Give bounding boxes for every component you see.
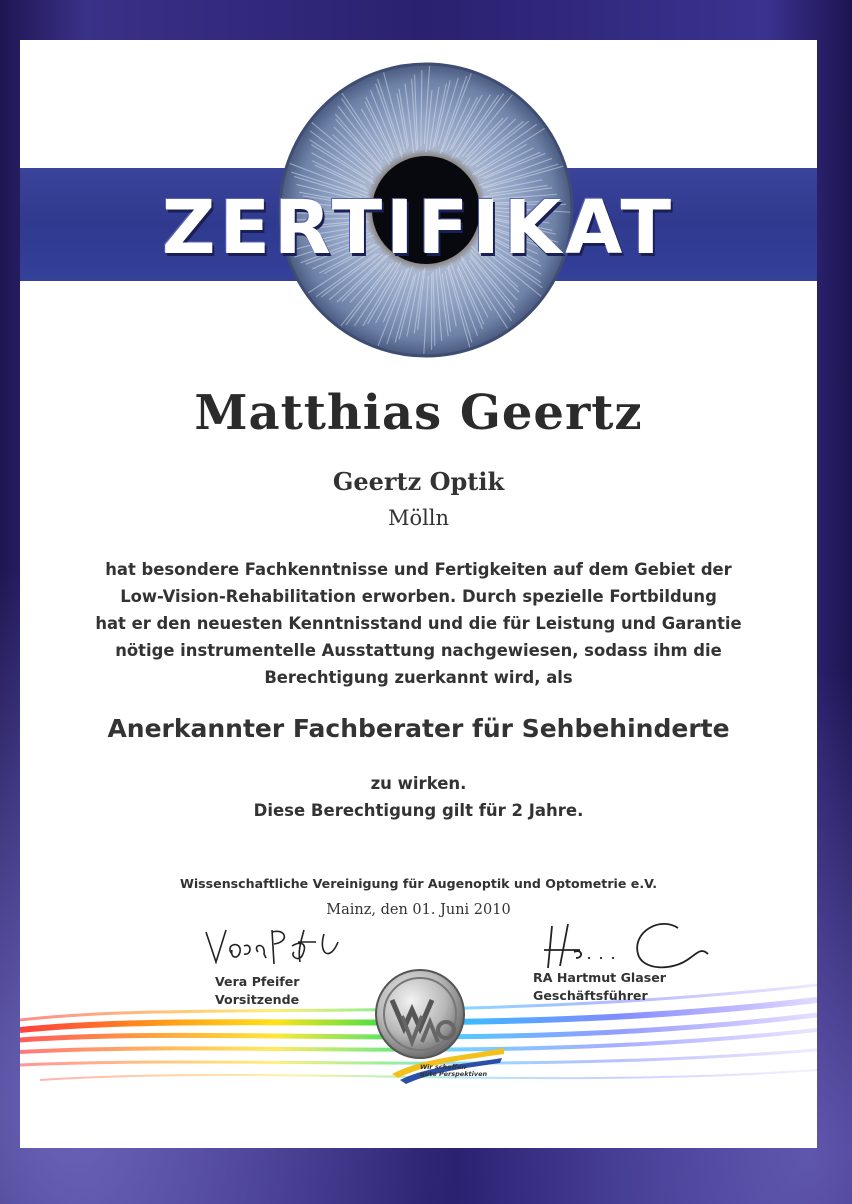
logo-tagline (420, 1064, 520, 1078)
body-line: Berechtigung zuerkannt wird, als (264, 668, 573, 687)
certificate-body (60, 556, 777, 691)
place-and-date: Mainz, den 01. Juni 2010 (326, 902, 511, 918)
tagline-line: Wir schaffen (420, 1063, 467, 1071)
closing-line: Diese Berechtigung gilt für 2 Jahre. (253, 801, 584, 820)
signatory-role: Vorsitzende (215, 992, 300, 1007)
signatory-name: Vera Pfeifer (215, 974, 300, 989)
qualification-title: Anerkannter Fachberater für Sehbehinderte (107, 714, 730, 743)
body-line: nötige instrumentelle Ausstattung nachgewiesen, sodass ihm die (115, 641, 722, 660)
signatory-name: RA Hartmut Glaser (533, 970, 666, 985)
signature-right-graphic (540, 916, 710, 976)
issuing-organization: Wissenschaftliche Vereinigung für Augenoptik und Optometrie e.V. (179, 876, 658, 891)
body-line: hat besondere Fachkenntnisse und Fertigkeiten auf dem Gebiet der (105, 560, 732, 579)
certificate-paper (20, 40, 817, 1148)
certificate-title: ZERTIFIKAT (161, 185, 676, 271)
signatory-left (215, 973, 300, 1009)
signatory-role: Geschäftsführer (533, 988, 648, 1003)
body-line: Low-Vision-Rehabilitation erworben. Durch spezielle Fortbildung (120, 587, 717, 606)
signature-left-graphic (200, 924, 360, 974)
body-line: hat er den neuesten Kenntnisstand und die für Leistung und Garantie (95, 614, 742, 633)
closing-note (20, 770, 817, 824)
signatory-right (533, 969, 666, 1005)
company-city: Mölln (387, 506, 450, 530)
tagline-line: gute Perspektiven (420, 1070, 488, 1078)
company-name: Geertz Optik (332, 467, 505, 496)
closing-line: zu wirken. (370, 774, 467, 793)
recipient-name: Matthias Geertz (194, 385, 643, 441)
